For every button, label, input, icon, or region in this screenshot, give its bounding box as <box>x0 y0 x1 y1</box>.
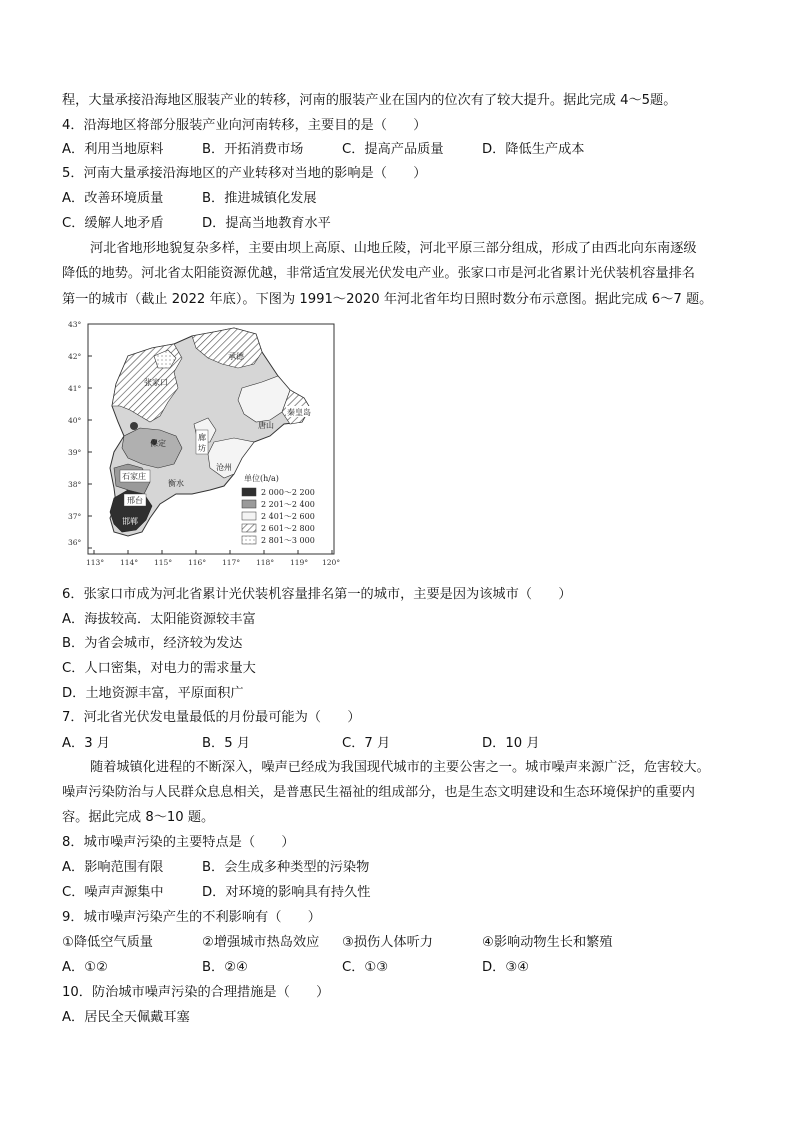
q4-option-b: B．开拓消费市场 <box>202 142 304 157</box>
lat-tick-label: 43° <box>68 320 82 329</box>
lon-tick-label: 118° <box>256 558 275 567</box>
q7-option-a: A．3 月 <box>62 736 110 751</box>
passage-text: 随着城镇化进程的不断深入，噪声已经成为我国现代城市的主要公害之一。城市噪声来源广泛，危害较大。 <box>90 760 710 775</box>
q5-option-c: C．缓解人地矛盾 <box>62 216 164 231</box>
city-label-langfang: 坊 <box>198 444 206 453</box>
lon-tick-label: 119° <box>290 558 309 567</box>
city-label-baoding: 保定 <box>150 439 166 448</box>
lon-tick-label: 120° <box>322 558 341 567</box>
q6-option-b: B．为省会城市，经济较为发达 <box>62 636 243 651</box>
question-4-stem: 4．沿海地区将部分服装产业向河南转移，主要目的是（ ） <box>62 118 427 133</box>
lon-tick-label: 115° <box>154 558 173 567</box>
legend-label: 2 201～2 400 <box>261 500 315 509</box>
legend-swatch <box>242 536 256 544</box>
q7-option-c: C．7 月 <box>342 736 391 751</box>
passage-text: 程，大量承接沿海地区服装产业的转移，河南的服装产业在国内的位次有了较大提升。据此完成 4～5题。 <box>62 93 677 108</box>
q9-statement: ③损伤人体听力 <box>342 935 433 950</box>
passage-text: 第一的城市（截止 2022 年底）。下图为 1991～2020 年河北省年均日照时数分布示意图。据此完成 6～7 题。 <box>62 292 713 307</box>
question-5-stem: 5．河南大量承接沿海地区的产业转移对当地的影响是（ ） <box>62 166 427 181</box>
q10-option-a: A．居民全天佩戴耳塞 <box>62 1010 190 1025</box>
lat-tick-label: 39° <box>68 448 82 457</box>
q8-option-b: B．会生成多种类型的污染物 <box>202 860 370 875</box>
question-8-stem: 8．城市噪声污染的主要特点是（ ） <box>62 835 295 850</box>
q5-option-a: A．改善环境质量 <box>62 191 164 206</box>
q9-statement: ④影响动物生长和繁殖 <box>482 935 613 950</box>
legend-label: 2 601～2 800 <box>261 524 315 533</box>
q9-statement: ①降低空气质量 <box>62 935 153 950</box>
question-10-stem: 10．防治城市噪声污染的合理措施是（ ） <box>62 985 330 1000</box>
q6-option-a: A．海拔较高．太阳能资源较丰富 <box>62 612 256 627</box>
legend-label: 2 401～2 600 <box>261 512 315 521</box>
city-label-shijiazhuang: 石家庄 <box>122 472 146 481</box>
q5-option-d: D．提高当地教育水平 <box>202 216 331 231</box>
legend-swatch <box>242 500 256 508</box>
q7-option-b: B．5 月 <box>202 736 251 751</box>
passage-text: 降低的地势。河北省太阳能资源优越，非常适宜发展光伏发电产业。张家口市是河北省累计光伏装机容量排名 <box>62 266 695 281</box>
q5-option-b: B．推进城镇化发展 <box>202 191 317 206</box>
lat-tick-label: 37° <box>68 512 82 521</box>
lon-tick-label: 117° <box>222 558 241 567</box>
lon-tick-label: 114° <box>120 558 139 567</box>
passage-text: 噪声污染防治与人民群众息息相关，是普惠民生福祉的组成部分，也是生态文明建设和生态环境保护的重要内 <box>62 785 695 800</box>
lat-tick-label: 42° <box>68 352 82 361</box>
q9-option-d: D．③④ <box>482 960 529 975</box>
city-label-zhangjiakou: 张家口 <box>144 378 168 387</box>
city-label-cangzhou: 沧州 <box>216 463 232 472</box>
city-label-chengde: 承德 <box>228 352 244 361</box>
legend-swatch <box>242 524 256 532</box>
q4-option-c: C．提高产品质量 <box>342 142 444 157</box>
lon-tick-label: 116° <box>188 558 207 567</box>
lat-tick-label: 36° <box>68 538 82 547</box>
lon-tick-label: 113° <box>86 558 105 567</box>
question-7-stem: 7．河北省光伏发电量最低的月份最可能为（ ） <box>62 710 361 725</box>
q8-option-c: C．噪声声源集中 <box>62 885 164 900</box>
question-9-stem: 9．城市噪声污染产生的不利影响有（ ） <box>62 910 321 925</box>
legend-swatch <box>242 488 256 496</box>
city-label-handan: 邯郸 <box>122 517 138 526</box>
lat-tick-label: 40° <box>68 416 82 425</box>
question-6-stem: 6．张家口市成为河北省累计光伏装机容量排名第一的城市，主要是因为该城市（ ） <box>62 587 572 602</box>
q8-option-a: A．影响范围有限 <box>62 860 164 875</box>
legend-label: 2 801～3 000 <box>261 536 315 545</box>
legend-swatch <box>242 512 256 520</box>
q9-option-c: C．①③ <box>342 960 389 975</box>
q9-statement: ②增强城市热岛效应 <box>202 935 320 950</box>
city-label-tangshan: 唐山 <box>258 421 274 430</box>
lat-tick-label: 38° <box>68 480 82 489</box>
q6-option-d: D．土地资源丰富，平原面积广 <box>62 686 244 701</box>
legend-label: 2 000～2 200 <box>261 488 315 497</box>
q4-option-d: D．降低生产成本 <box>482 142 585 157</box>
q9-option-a: A．①② <box>62 960 108 975</box>
q6-option-c: C．人口密集，对电力的需求量大 <box>62 661 256 676</box>
lat-tick-label: 41° <box>68 384 82 393</box>
legend-title: 单位(h/a) <box>244 474 279 483</box>
city-label-xingtai: 邢台 <box>127 496 143 505</box>
passage-text: 河北省地形地貌复杂多样，主要由坝上高原、山地丘陵，河北平原三部分组成，形成了由西北向东南逐级 <box>90 241 697 256</box>
city-label-langfang: 廊 <box>198 433 206 442</box>
q4-option-a: A．利用当地原料 <box>62 142 164 157</box>
passage-text: 容。据此完成 8～10 题。 <box>62 810 215 825</box>
q9-option-b: B．②④ <box>202 960 248 975</box>
sunshine-map <box>64 318 342 570</box>
city-label-qinhuangdao: 秦皇岛 <box>287 408 311 417</box>
city-label-hengshui: 衡水 <box>168 479 184 488</box>
q7-option-d: D．10 月 <box>482 736 540 751</box>
dark-spot <box>130 422 138 430</box>
q8-option-d: D．对环境的影响具有持久性 <box>202 885 371 900</box>
